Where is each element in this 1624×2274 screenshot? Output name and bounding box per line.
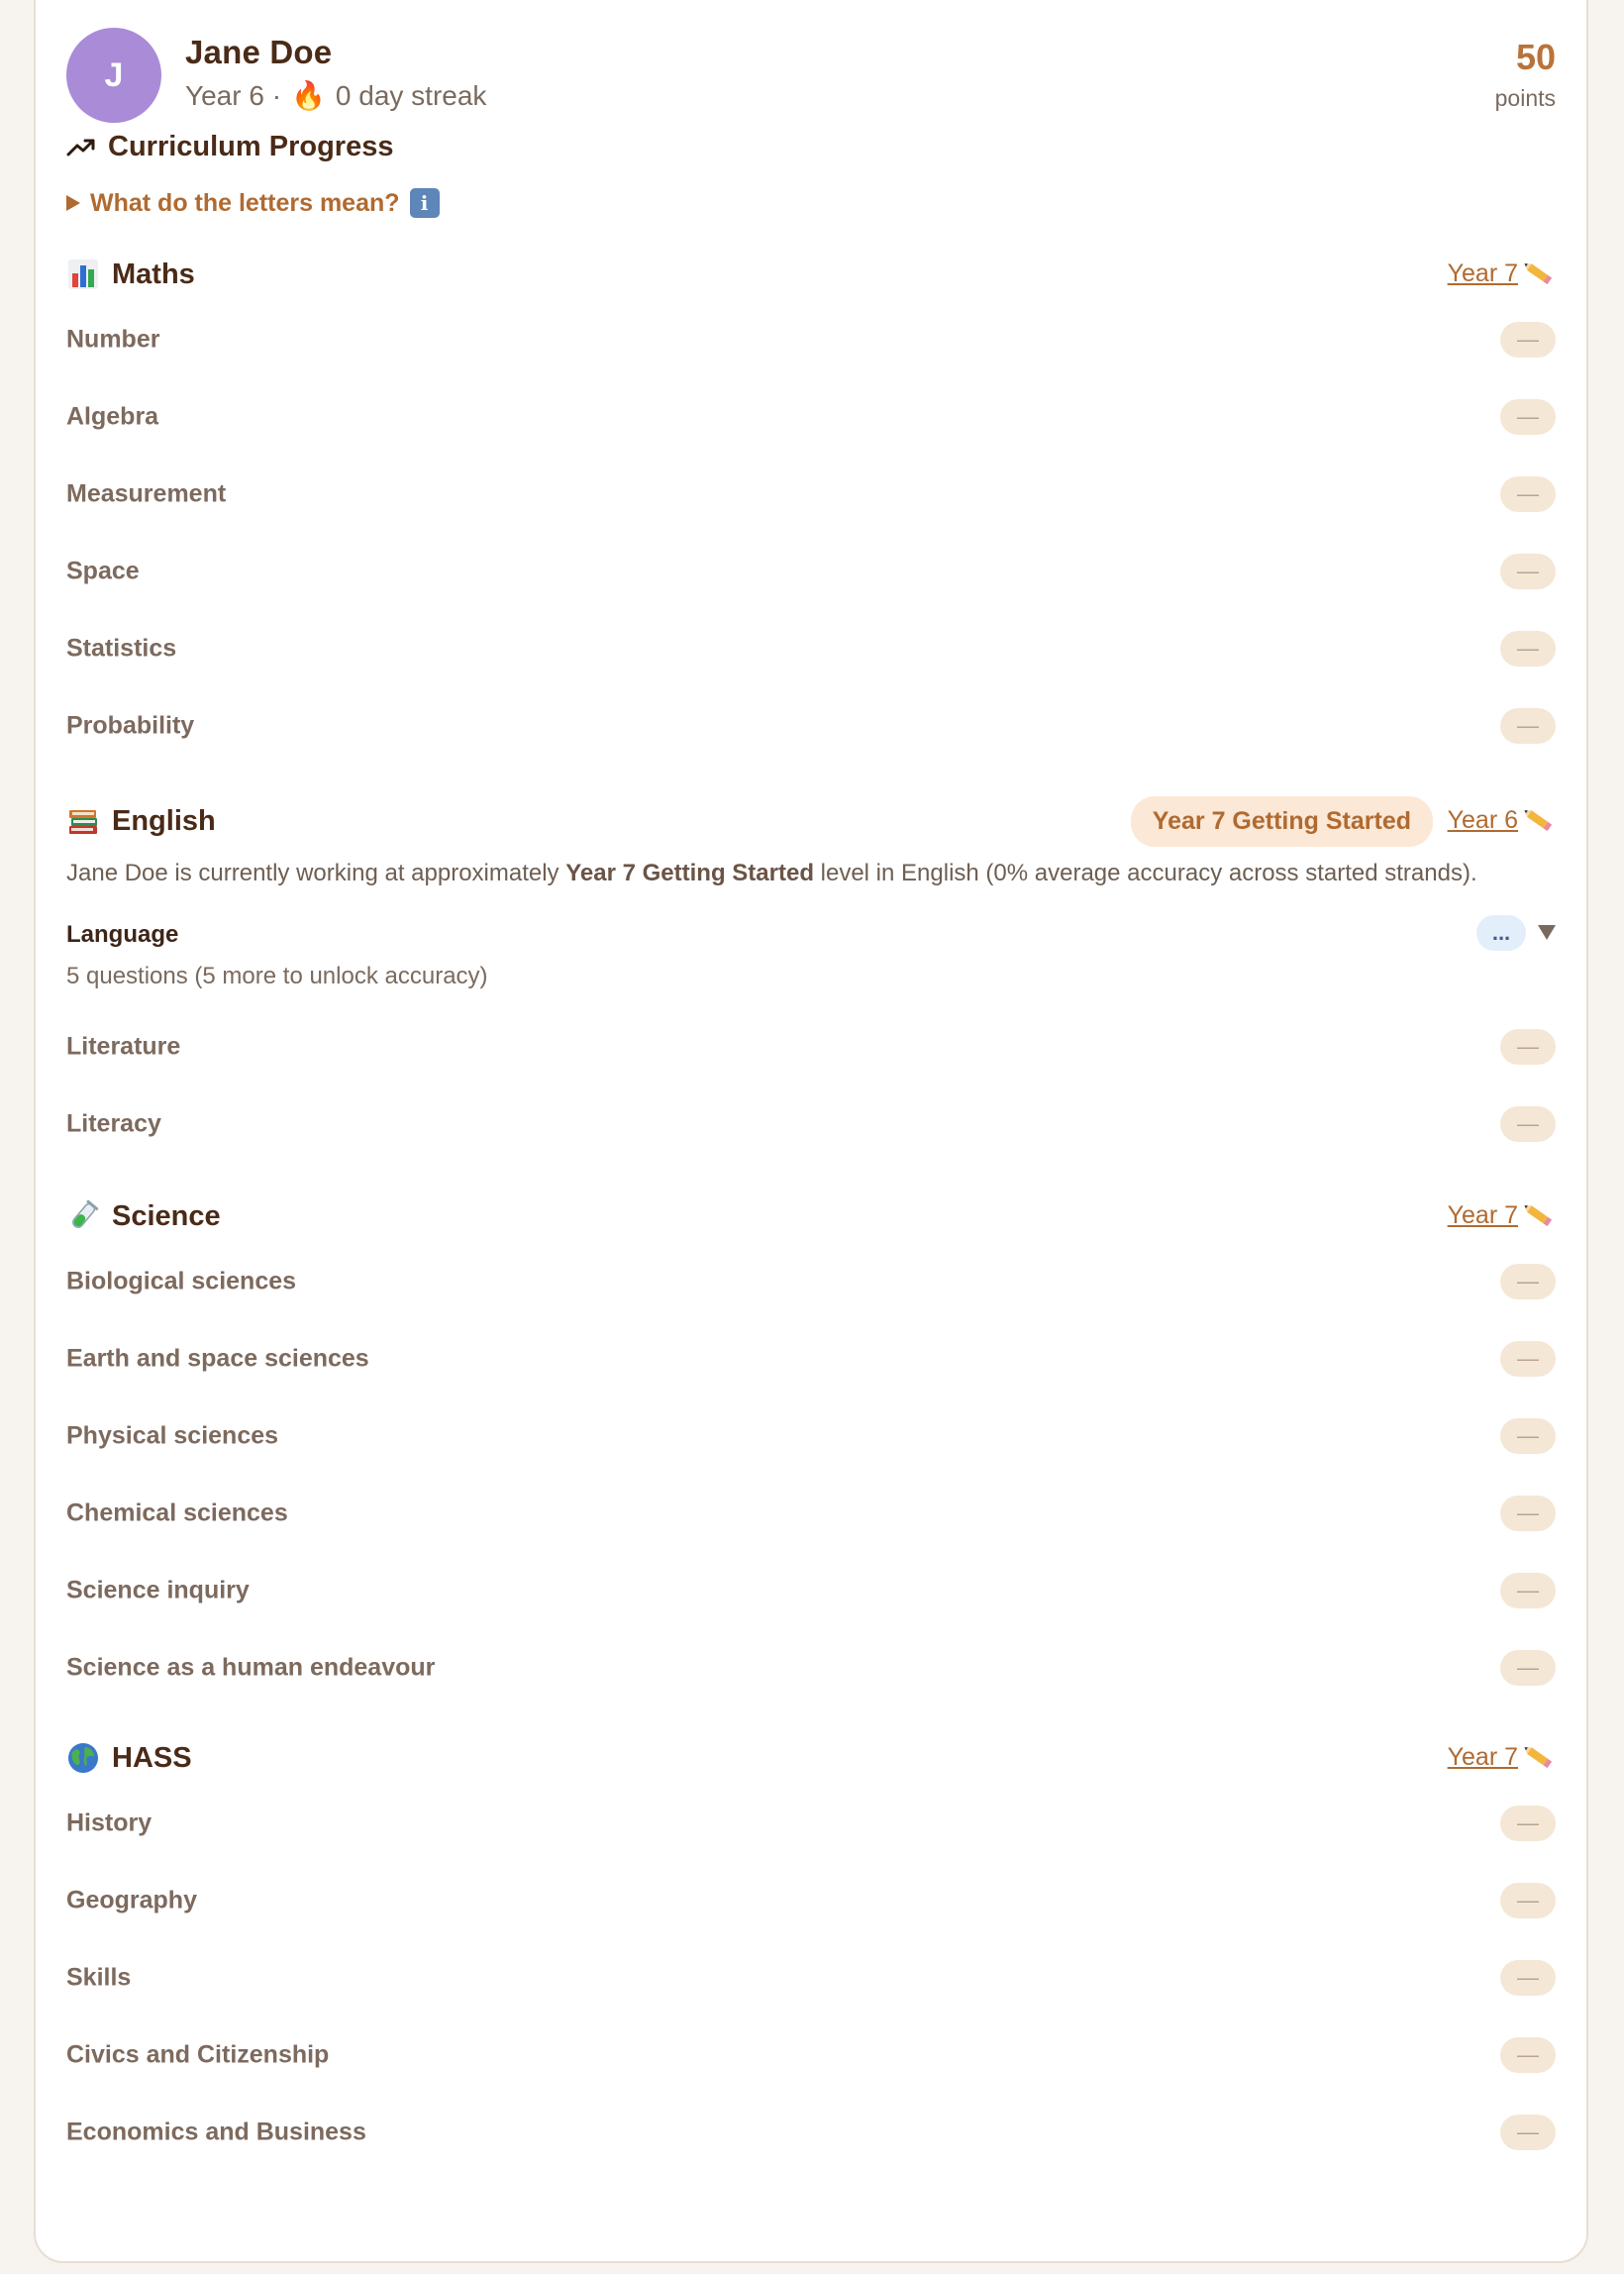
student-name: Jane Doe <box>185 34 333 70</box>
level-badge: Year 7 Getting Started <box>1131 796 1433 847</box>
strand-grade-pill: — <box>1500 1650 1556 1686</box>
strand-label: Space <box>66 557 140 585</box>
strand-row <box>66 378 1556 456</box>
strand-row <box>66 1085 1556 1163</box>
subject-hass <box>66 1741 1556 2171</box>
subject-name: HASS <box>112 1741 192 1774</box>
strand-grade-pill: — <box>1500 1883 1556 1918</box>
strand-grade-pill: — <box>1500 1960 1556 1996</box>
subject-title <box>66 258 195 291</box>
subject-name: Maths <box>112 258 195 290</box>
year-link-label: Year 7 <box>1447 1201 1518 1229</box>
strand-grade-pill: — <box>1500 2115 1556 2150</box>
pencil-icon <box>1524 1203 1556 1229</box>
year-level: Year 6 · <box>185 79 282 111</box>
strand-grade-pill: — <box>1500 1806 1556 1841</box>
student-header <box>66 28 1556 127</box>
strand-grade-pill: — <box>1500 708 1556 744</box>
student-meta <box>185 79 486 112</box>
strand-grade-pill: — <box>1500 1264 1556 1299</box>
year-level-edit-link[interactable] <box>1448 806 1556 835</box>
subject-name: English <box>112 804 216 837</box>
year-link-label: Year 6 <box>1447 806 1518 834</box>
subject-name: Science <box>112 1199 221 1232</box>
strand-label: Physical sciences <box>66 1421 279 1450</box>
pencil-icon <box>1524 808 1556 834</box>
strand-label: Language <box>66 921 179 948</box>
strand-grade-pill: — <box>1500 1496 1556 1531</box>
summary-prefix: Jane Doe is currently working at approximately <box>66 860 566 886</box>
progress-card <box>34 0 1588 2263</box>
strand-row <box>66 1243 1556 1320</box>
year-level-edit-link[interactable] <box>1448 259 1556 288</box>
strand-row <box>66 456 1556 533</box>
summary-level: Year 7 Getting Started <box>565 860 814 886</box>
streak-text: 0 day streak <box>335 79 487 111</box>
strand-grade-pill: — <box>1500 2037 1556 2073</box>
subject-title <box>66 1741 192 1775</box>
curriculum-progress-heading <box>66 131 393 163</box>
subject-header <box>66 804 1556 848</box>
pencil-icon <box>1524 261 1556 287</box>
strand-label: Science as a human endeavour <box>66 1653 436 1682</box>
info-icon: i <box>410 188 440 218</box>
strand-label: Science inquiry <box>66 1576 250 1604</box>
subject-header <box>66 1741 1556 1785</box>
strand-row <box>66 301 1556 378</box>
strand-grade-pill: — <box>1500 1341 1556 1377</box>
strand-progress-note: 5 questions (5 more to unlock accuracy) <box>66 963 488 989</box>
strand-row <box>66 1629 1556 1706</box>
globe-icon <box>66 1741 100 1775</box>
strand-row <box>66 2094 1556 2171</box>
strand-row <box>66 533 1556 610</box>
strand-label: Skills <box>66 1963 132 1992</box>
strand-row <box>66 1320 1556 1397</box>
strand-grade-pill: — <box>1500 631 1556 667</box>
strand-row <box>66 2016 1556 2094</box>
strand-row <box>66 1008 1556 1085</box>
strand-grade-pill: — <box>1500 1029 1556 1065</box>
disclosure-triangle-icon <box>66 195 80 211</box>
subject-title <box>66 804 216 838</box>
strand-grade-pill: — <box>1500 554 1556 589</box>
test-tube-icon <box>66 1199 100 1233</box>
expand-caret-icon[interactable] <box>1538 925 1556 940</box>
strand-grade-pill: — <box>1500 476 1556 512</box>
year-link-label: Year 7 <box>1447 259 1518 287</box>
strand-label: Economics and Business <box>66 2118 366 2146</box>
strand-status-pill: ... <box>1476 915 1526 951</box>
subject-header <box>66 1199 1556 1243</box>
strand-row <box>66 1785 1556 1862</box>
points-display <box>1495 38 1556 112</box>
strand-label: Measurement <box>66 479 227 508</box>
year-link-label: Year 7 <box>1447 1743 1518 1771</box>
strand-label: Algebra <box>66 402 159 431</box>
fire-icon: 🔥 <box>291 80 326 111</box>
subject-header <box>66 258 1556 301</box>
strand-label: Number <box>66 325 160 354</box>
books-icon <box>66 804 100 838</box>
strand-label: Earth and space sciences <box>66 1344 369 1373</box>
strand-row <box>66 1939 1556 2016</box>
year-level-edit-link[interactable] <box>1448 1201 1556 1230</box>
strand-grade-pill: — <box>1500 1106 1556 1142</box>
section-title-text: Curriculum Progress <box>108 131 394 162</box>
subject-english <box>66 804 1556 1138</box>
subject-science <box>66 1199 1556 1706</box>
avatar: J <box>66 28 161 123</box>
strand-row <box>66 1475 1556 1552</box>
trending-up-icon <box>66 137 96 158</box>
bar-chart-icon <box>66 258 100 291</box>
strand-grade-pill: — <box>1500 1418 1556 1454</box>
strand-row <box>66 1862 1556 1939</box>
strand-row <box>66 1552 1556 1629</box>
strand-label: Statistics <box>66 634 177 663</box>
strand-label: Probability <box>66 711 195 740</box>
summary-suffix: level in English (0% average accuracy across started strands). <box>813 860 1477 886</box>
strand-grade-pill: — <box>1500 1573 1556 1608</box>
strand-row <box>66 687 1556 765</box>
strand-row <box>66 610 1556 687</box>
strand-label: Chemical sciences <box>66 1499 288 1527</box>
points-value: 50 <box>1515 37 1556 77</box>
year-level-edit-link[interactable] <box>1448 1743 1556 1772</box>
letters-explainer-toggle[interactable] <box>66 188 440 218</box>
english-strand-list <box>66 1008 1556 1163</box>
strand-grade-pill: — <box>1500 322 1556 358</box>
strand-grade-pill: — <box>1500 399 1556 435</box>
strand-label: Biological sciences <box>66 1267 297 1295</box>
points-label: points <box>1494 85 1556 111</box>
strand-label: Literature <box>66 1032 181 1061</box>
strand-row <box>66 1397 1556 1475</box>
letters-toggle-label: What do the letters mean? <box>90 188 400 217</box>
strand-label: Geography <box>66 1886 197 1914</box>
english-level-summary <box>66 860 1556 887</box>
strand-label: Civics and Citizenship <box>66 2040 330 2069</box>
strand-row-language[interactable] <box>66 921 1556 1000</box>
pencil-icon <box>1524 1745 1556 1771</box>
subject-title <box>66 1199 221 1233</box>
strand-label: History <box>66 1809 152 1837</box>
strand-label: Literacy <box>66 1109 161 1138</box>
subject-maths <box>66 258 1556 765</box>
